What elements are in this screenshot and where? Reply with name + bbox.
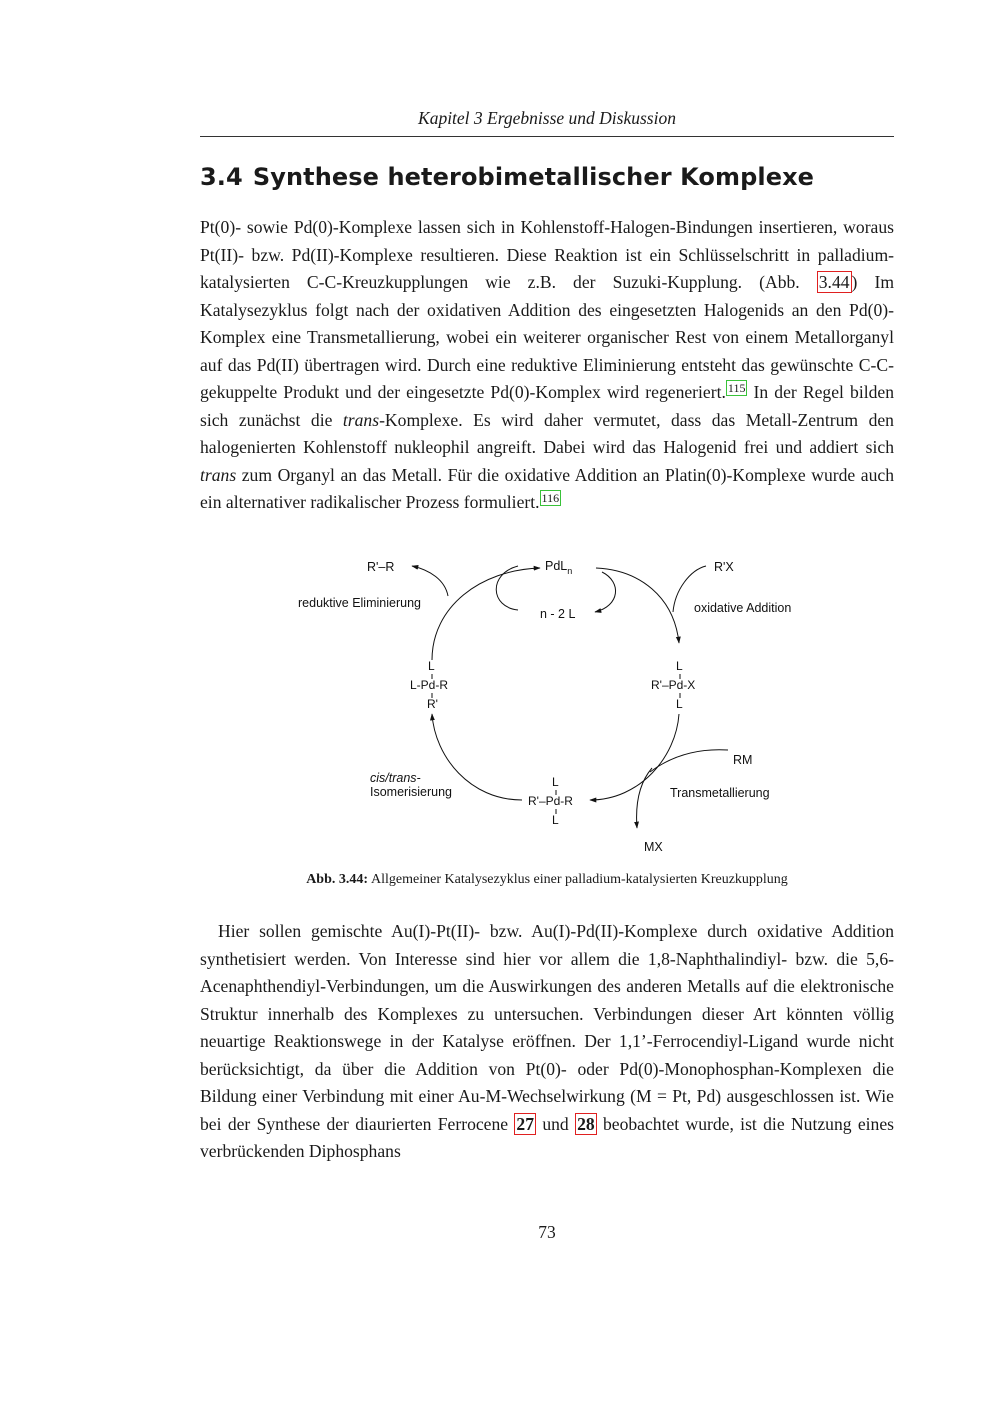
arc-pdln-loss-right bbox=[595, 572, 616, 612]
caption-label: Abb. 3.44: bbox=[306, 872, 369, 887]
text-span: In der Regel bilden sich zunächst die bbox=[200, 382, 894, 430]
bottom-complex-top: L bbox=[552, 775, 559, 789]
caption-text: Allgemeiner Katalysezyklus einer palladium-katalysierten Kreuzkupplung bbox=[371, 872, 788, 887]
paragraph-au-pt-complexes bbox=[200, 918, 894, 1166]
italic-term: trans bbox=[200, 464, 237, 485]
oxidative-addition-label: oxidative Addition bbox=[694, 601, 792, 615]
right-complex-center: R'–Pd-X bbox=[651, 678, 696, 692]
reductive-elimination-label: reduktive Eliminierung bbox=[298, 596, 421, 610]
section-title-text: Synthese heterobimetallischer Komplexe bbox=[252, 163, 815, 191]
page-number: 73 bbox=[538, 1222, 556, 1242]
transmetallation-label: Transmetallierung bbox=[670, 786, 770, 800]
compound-link-28[interactable]: 28 bbox=[577, 1113, 595, 1134]
arc-transmetallation bbox=[590, 714, 679, 800]
ligand-loss-label: n - 2 L bbox=[540, 607, 576, 621]
rm-label: RM bbox=[733, 753, 753, 767]
italic-term: trans bbox=[342, 409, 380, 430]
left-complex-top: L bbox=[428, 659, 435, 673]
right-complex-top: L bbox=[676, 659, 683, 673]
bottom-complex-center: R'–Pd-R bbox=[528, 794, 573, 808]
isomerisation-label: Isomerisierung bbox=[370, 785, 452, 799]
arc-product-out bbox=[412, 566, 448, 596]
pdln-label: PdL$_n$ bbox=[545, 559, 573, 576]
isomerisation-label-italic: cis/trans- bbox=[370, 771, 421, 785]
section-number: 3.4 bbox=[200, 163, 243, 191]
text-span: beobachtet wurde, ist die Nutzung eines verbrückenden Diphosphans bbox=[200, 1113, 895, 1161]
figure-reference-link[interactable]: 3.44 bbox=[818, 272, 850, 292]
text-span: ) Im Katalysezyklus folgt nach der oxidativen Addition des eingesetzten Halogenids an den Pd(0)-Komplex eine Transmetallierung, wobei ein weiterer organischer Rest von einem Metallorganyl auf das Pd(II) übertragen wird. Durch eine reduktive Eliminierung entsteht das gewünschte C-C-gekuppelte Produkt und der eingesetzte Pd(0)-Komplex wird regeneriert. bbox=[200, 272, 894, 402]
left-complex-bottom: R' bbox=[427, 697, 438, 711]
figure-caption bbox=[200, 872, 894, 888]
citation-link-115[interactable]: 115 bbox=[727, 381, 746, 395]
mx-label: MX bbox=[644, 840, 663, 854]
bottom-complex-bottom: L bbox=[552, 813, 559, 827]
reagent-rx-label: R'X bbox=[714, 560, 734, 574]
catalytic-cycle-diagram bbox=[290, 552, 810, 858]
text-span: zum Organyl an das Metall. Für die oxidative Addition an Platin(0)-Komplexe wurde auch ein alternativer radikalischer Prozess formuliert. bbox=[200, 464, 894, 512]
text-span: Pt(0)- sowie Pd(0)-Komplexe lassen sich in Kohlenstoff-Halogen-Bindungen insertieren, woraus Pt(II)- bzw. Pd(II)-Komplexe resultieren. Diese Reaktion ist ein Schlüsselschritt in palladium-katalysierten C-C-Kreuzkupplungen wie z.B. der Suzuki-Kupplung. (Abb. bbox=[200, 217, 894, 292]
arc-reductive-elimination bbox=[432, 568, 540, 660]
text-span: Hier sollen gemischte Au(I)-Pt(II)- bzw. Au(I)-Pd(II)-Komplexe durch oxidative Addition synthetisiert werden. Von Interesse sind hier vor allem die 1,8-Naphthalindiyl- bzw. die 5,6-Acenaphthendiyl-Verbindungen, um die Auswirkungen des anderen Metalls auf die elektronische Struktur innerhalb des Komplexes zu untersuchen. Verbindungen dieser Art könnten völlig neuartige Reaktionswege in der Katalyse eröffnen. Der 1,1’-Ferrocendiyl-Ligand wurde nicht berücksichtigt, da über die Addition von Pt(0)- oder Pd(0)-Monophosphan-Komplexen die Bildung einer Verbindung mit einer Au-M-Wechselwirkung (M = Pt, Pd) ausgeschlossen ist. Wie bei der Synthese der diaurierten Ferrocene bbox=[200, 921, 894, 1134]
header-rule bbox=[200, 136, 894, 137]
product-label: R'–R bbox=[367, 560, 395, 574]
paragraph-intro bbox=[200, 214, 894, 517]
right-complex-bottom: L bbox=[676, 697, 683, 711]
arc-mx-out bbox=[637, 768, 652, 828]
catalytic-cycle-figure bbox=[290, 552, 810, 858]
compound-link-27[interactable]: 27 bbox=[516, 1113, 535, 1134]
left-complex-center: L-Pd-R bbox=[410, 678, 449, 692]
section-title bbox=[200, 163, 814, 191]
text-span: -Komplexe. Es wird daher vermutet, dass das Metall-Zentrum den halogenierten Kohlenstoff nukleophil angreift. Dabei wird das Halogenid frei und addiert sich bbox=[200, 409, 894, 457]
citation-link-116[interactable]: 116 bbox=[541, 491, 560, 505]
running-head: Kapitel 3 Ergebnisse und Diskussion bbox=[418, 108, 676, 128]
text-span: und bbox=[536, 1113, 576, 1134]
